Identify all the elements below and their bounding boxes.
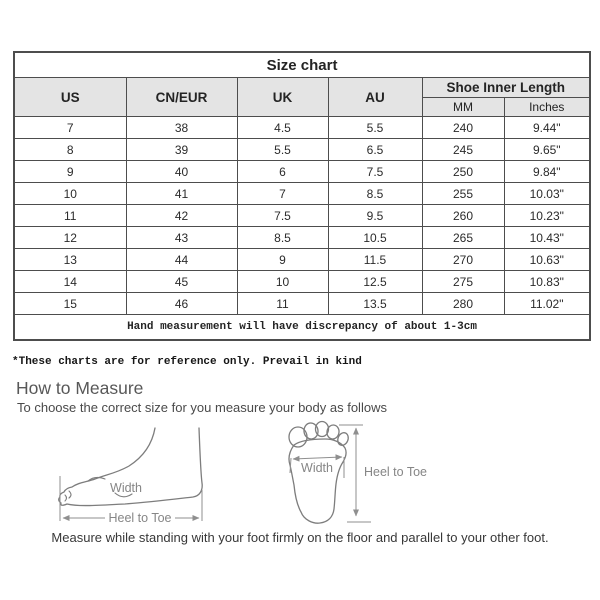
size-cell: 275 [422, 271, 504, 293]
size-cell: 39 [126, 139, 237, 161]
size-cell: 9.84" [504, 161, 590, 183]
size-row [14, 205, 590, 227]
size-chart-table [13, 51, 591, 341]
size-cell: 9.65" [504, 139, 590, 161]
size-cell: 13 [14, 249, 126, 271]
size-cell: 10.43" [504, 227, 590, 249]
size-cell: 10.83" [504, 271, 590, 293]
size-cell: 42 [126, 205, 237, 227]
size-row [14, 293, 590, 315]
size-row [14, 161, 590, 183]
size-cell: 40 [126, 161, 237, 183]
size-cell: 43 [126, 227, 237, 249]
size-cell: 240 [422, 117, 504, 139]
size-cell: 260 [422, 205, 504, 227]
size-cell: 45 [126, 271, 237, 293]
size-row [14, 183, 590, 205]
col-header-cn-eur: CN/EUR [126, 78, 237, 117]
top-view-heel-to-toe-label: Heel to Toe [364, 465, 428, 479]
width-arrow-left [293, 458, 317, 459]
how-to-measure-heading: How to Measure [16, 378, 144, 398]
size-cell: 9.5 [328, 205, 422, 227]
size-cell: 8.5 [328, 183, 422, 205]
size-cell: 9.44" [504, 117, 590, 139]
size-cell: 10 [237, 271, 328, 293]
col-header-inches: Inches [504, 98, 590, 117]
size-cell: 38 [126, 117, 237, 139]
col-header-shoe-inner-length: Shoe Inner Length [422, 78, 590, 98]
size-cell: 11.5 [328, 249, 422, 271]
size-cell: 255 [422, 183, 504, 205]
size-cell: 12.5 [328, 271, 422, 293]
size-cell: 44 [126, 249, 237, 271]
size-cell: 250 [422, 161, 504, 183]
size-cell: 8 [14, 139, 126, 161]
size-cell: 14 [14, 271, 126, 293]
size-cell: 6.5 [328, 139, 422, 161]
size-cell: 10.5 [328, 227, 422, 249]
size-cell: 12 [14, 227, 126, 249]
size-cell: 10.23" [504, 205, 590, 227]
toe-detail-lines [65, 477, 105, 501]
width-arrow-right [317, 457, 342, 458]
size-cell: 11 [14, 205, 126, 227]
size-cell: 11.02" [504, 293, 590, 315]
col-header-mm: MM [422, 98, 504, 117]
fifth-toe [336, 431, 350, 447]
size-cell: 7.5 [328, 161, 422, 183]
size-cell: 10 [14, 183, 126, 205]
size-cell: 6 [237, 161, 328, 183]
table-footnote: Hand measurement will have discrepancy of about 1-3cm [14, 315, 590, 341]
size-cell: 41 [126, 183, 237, 205]
table-title: Size chart [14, 52, 590, 78]
size-row [14, 249, 590, 271]
size-cell: 5.5 [328, 117, 422, 139]
col-header-uk: UK [237, 78, 328, 117]
footprint-outline [289, 439, 346, 523]
side-view-heel-to-toe-label: Heel to Toe [108, 511, 172, 525]
size-cell: 4.5 [237, 117, 328, 139]
size-cell: 10.03" [504, 183, 590, 205]
size-cell: 9 [14, 161, 126, 183]
size-cell: 265 [422, 227, 504, 249]
size-cell: 10.63" [504, 249, 590, 271]
table-title-row [14, 52, 590, 78]
reference-note: *These charts are for reference only. Prevail in kind [12, 356, 362, 368]
size-cell: 11 [237, 293, 328, 315]
size-cell: 7 [14, 117, 126, 139]
size-row [14, 271, 590, 293]
top-view-width-label: Width [301, 461, 333, 475]
size-cell: 15 [14, 293, 126, 315]
size-cell: 7.5 [237, 205, 328, 227]
size-cell: 9 [237, 249, 328, 271]
size-cell: 7 [237, 183, 328, 205]
size-row [14, 227, 590, 249]
size-cell: 13.5 [328, 293, 422, 315]
foot-top-view-diagram [283, 412, 428, 530]
size-cell: 46 [126, 293, 237, 315]
col-header-us: US [14, 78, 126, 117]
measure-instruction: Measure while standing with your foot firmly on the floor and parallel to your other foot. [51, 530, 549, 545]
size-cell: 280 [422, 293, 504, 315]
size-row [14, 139, 590, 161]
size-cell: 5.5 [237, 139, 328, 161]
foot-side-view-diagram [55, 415, 270, 530]
table-footnote-row [14, 315, 590, 341]
col-header-au: AU [328, 78, 422, 117]
how-to-measure-subtext: To choose the correct size for you measure your body as follows [17, 400, 387, 415]
size-cell: 245 [422, 139, 504, 161]
size-table-body [14, 117, 590, 315]
size-cell: 8.5 [237, 227, 328, 249]
side-view-width-label: Width [110, 481, 142, 495]
size-row [14, 117, 590, 139]
table-header-row [14, 78, 590, 98]
size-cell: 270 [422, 249, 504, 271]
